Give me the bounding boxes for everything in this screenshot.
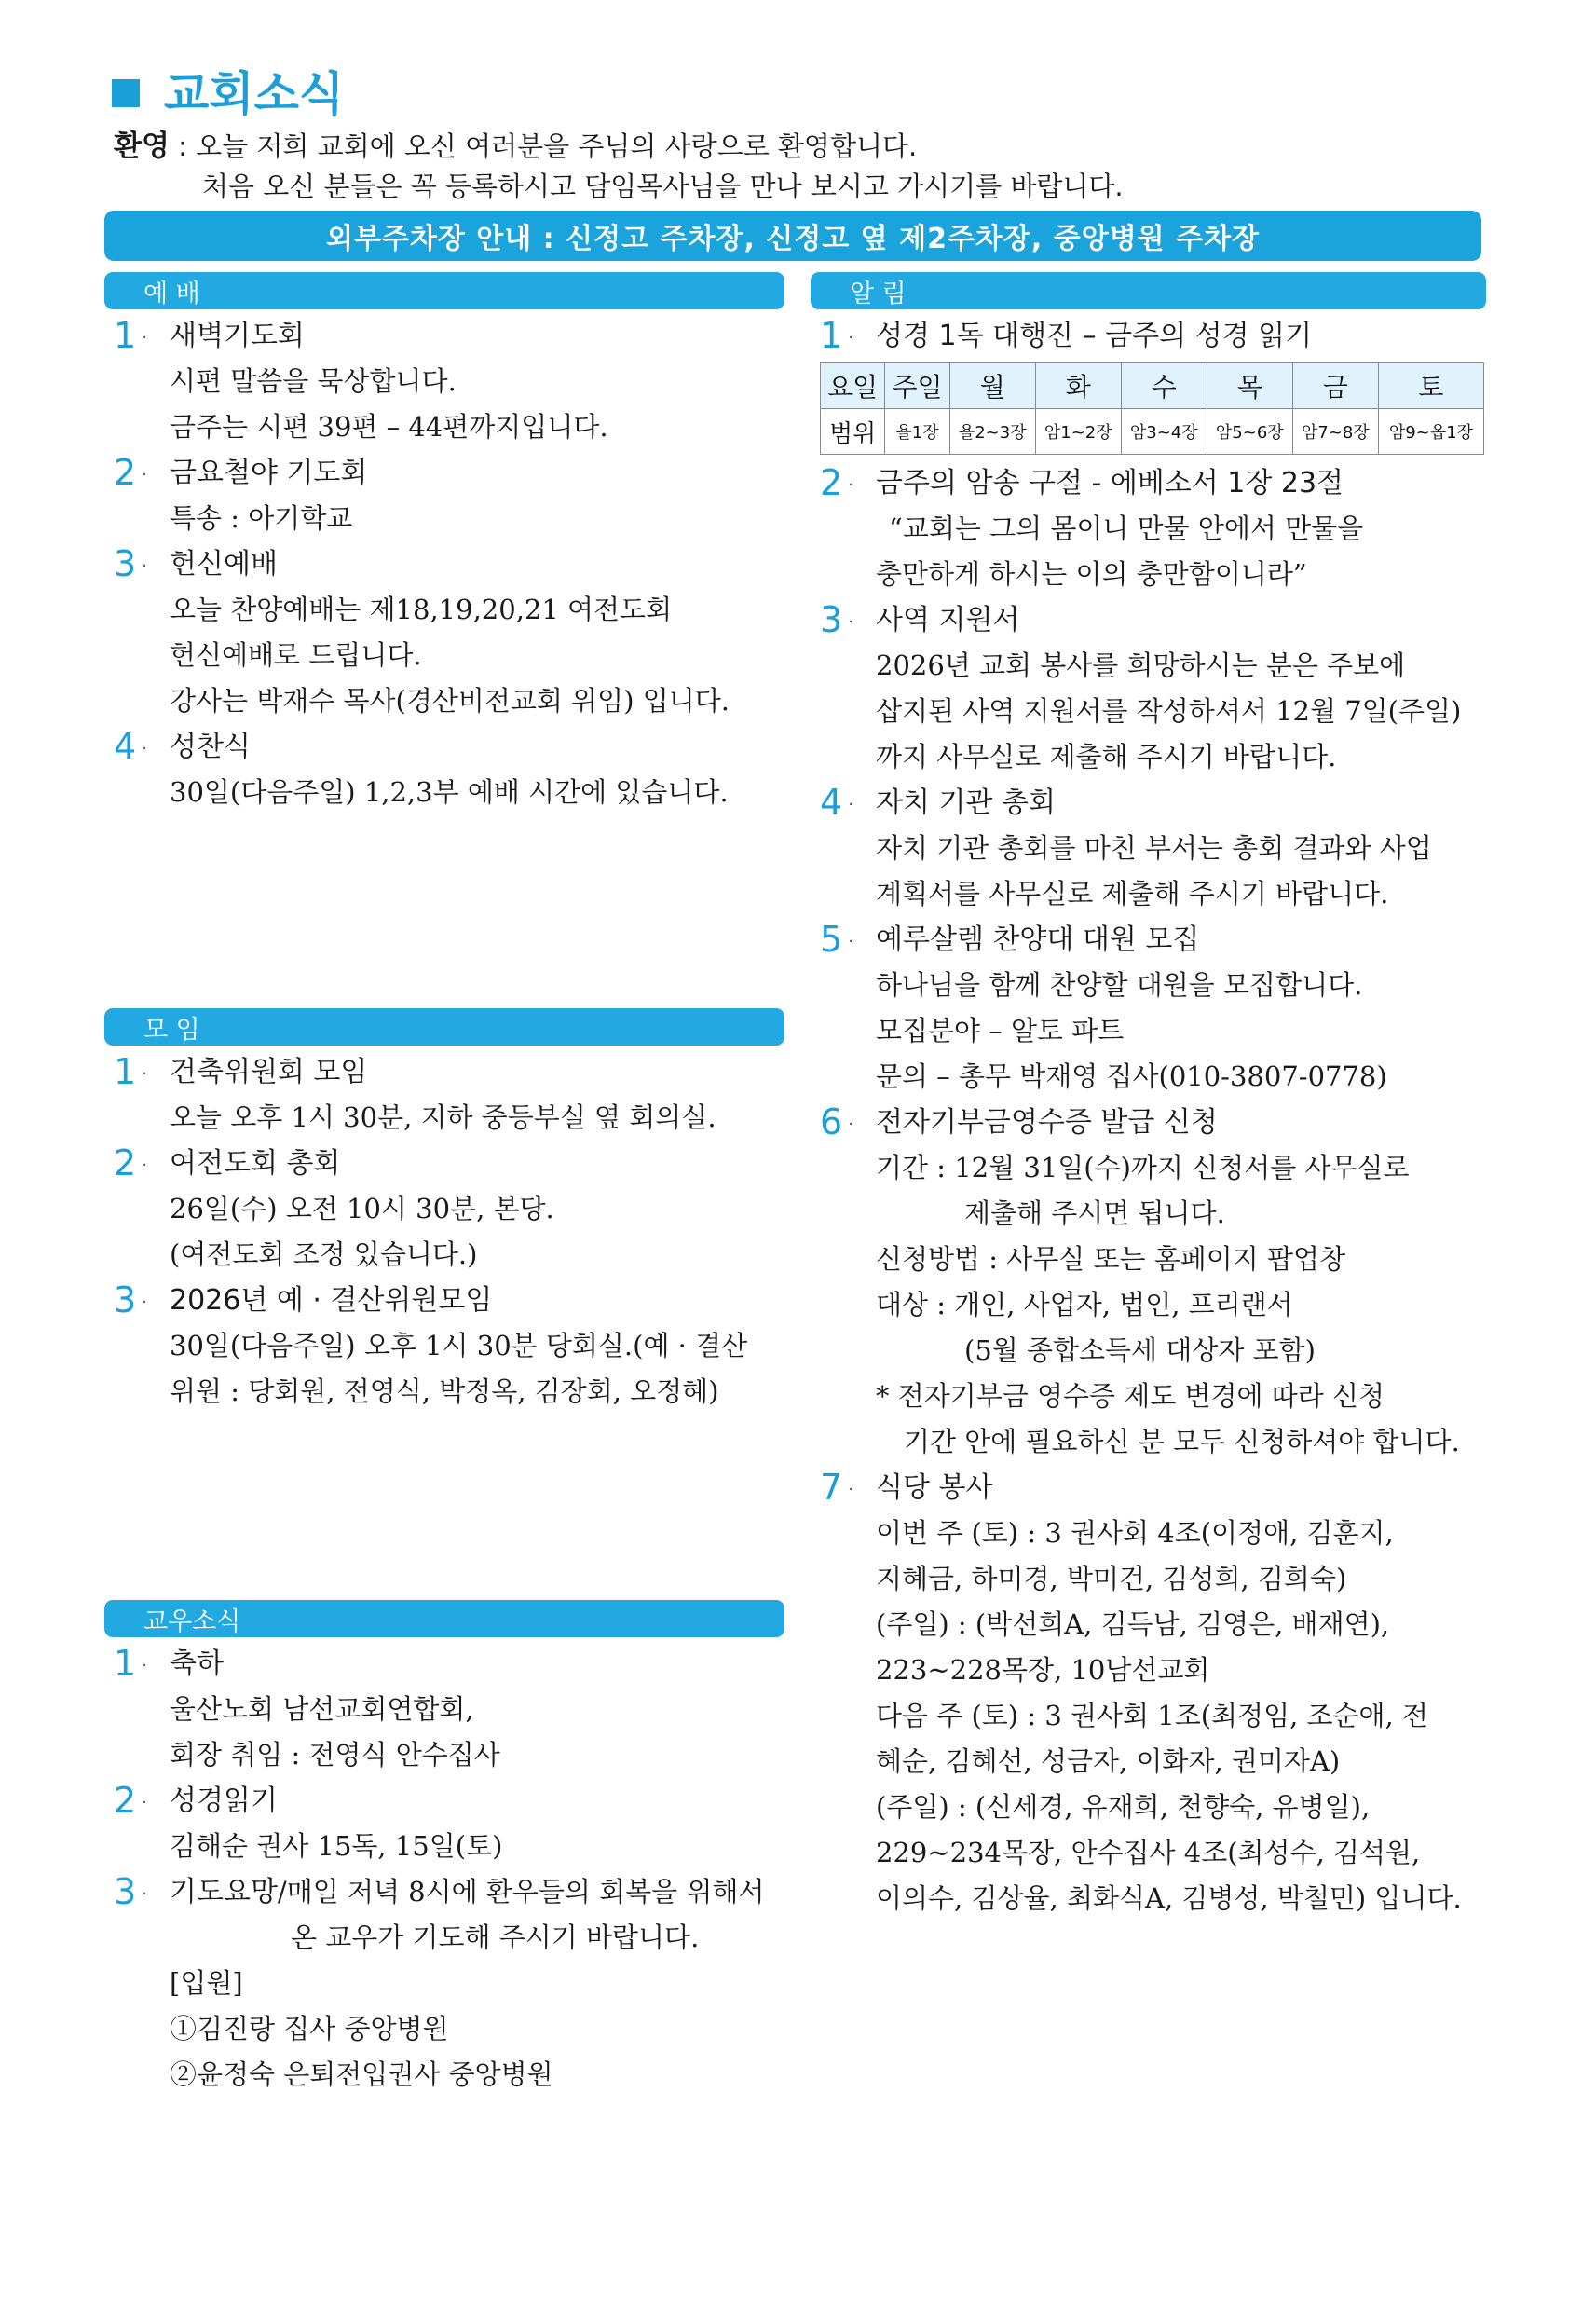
- list-item: [820, 460, 1486, 597]
- table-cell: 암5~6장: [1207, 409, 1292, 455]
- table-cell: 월: [949, 363, 1035, 409]
- meeting-section: [104, 1008, 784, 1415]
- notice-header: 알 림: [811, 272, 1486, 309]
- item-line: 30일(다음주일) 오후 1시 30분 당회실.(예 · 결산: [170, 1330, 748, 1361]
- item-line: (주일) : (박선희A, 김득남, 김영은, 배재연),: [876, 1608, 1390, 1640]
- parking-banner: 외부주차장 안내 : 신정고 주차장, 신정고 옆 제2주차장, 중앙병원 주차장: [104, 211, 1481, 261]
- item-line: 모집분야 – 알토 파트: [876, 1015, 1125, 1046]
- item-line: 헌신예배로 드립니다.: [170, 639, 422, 671]
- item-line: 다음 주 (토) : 3 권사회 1조(최정임, 조순애, 전: [876, 1700, 1429, 1731]
- page-title: [112, 58, 344, 123]
- table-row: [821, 363, 1484, 409]
- item-line: 30일(다음주일) 1,2,3부 예배 시간에 있습니다.: [170, 776, 729, 808]
- table-row: [821, 409, 1484, 455]
- item-number: 6 ·: [820, 1101, 853, 1142]
- list-item: [114, 313, 784, 450]
- item-line: 223~228목장, 10남선교회: [876, 1654, 1210, 1686]
- item-number: 7 ·: [820, 1467, 853, 1508]
- members-header: 교우소식: [104, 1600, 784, 1637]
- item-line: 계획서를 사무실로 제출해 주시기 바랍니다.: [876, 878, 1389, 909]
- item-number: 1 ·: [114, 315, 147, 356]
- table-cell: 욜1장: [885, 409, 949, 455]
- item-line: “교회는 그의 몸이니 만물 안에서 만물을: [889, 513, 1364, 544]
- item-title: 성경읽기: [170, 1785, 278, 1817]
- welcome-line2: 처음 오신 분들은 꼭 등록하시고 담임목사님을 만나 보시고 가시기를 바랍니다.: [202, 171, 1124, 202]
- item-number: 1 ·: [820, 315, 853, 356]
- item-number: 4 ·: [820, 782, 853, 823]
- table-cell: 암7~8장: [1292, 409, 1378, 455]
- table-cell: 암9~옵1장: [1378, 409, 1483, 455]
- welcome-message: [114, 127, 1124, 207]
- list-item: [820, 780, 1486, 917]
- list-item: [114, 1141, 784, 1278]
- item-title: 기도요망/매일 저녁 8시에 환우들의 회복을 위해서: [170, 1876, 765, 1908]
- table-cell: 토: [1378, 363, 1483, 409]
- list-item: [114, 1278, 784, 1415]
- item-line: ①김진랑 집사 중앙병원: [170, 2013, 449, 2044]
- item-line: 혜순, 김혜선, 성금자, 이화자, 권미자A): [876, 1745, 1341, 1777]
- bible-reading-table: [820, 362, 1484, 455]
- welcome-label: 환영: [114, 130, 170, 163]
- item-line: 26일(수) 오전 10시 30분, 본당.: [170, 1193, 554, 1224]
- item-number: 2 ·: [114, 1780, 147, 1821]
- item-line: 온 교우가 기도해 주시기 바랍니다.: [291, 1921, 700, 1953]
- item-line: 기간 안에 필요하신 분 모두 신청하셔야 합니다.: [904, 1426, 1460, 1457]
- table-cell: 주일: [885, 363, 949, 409]
- item-line: 지혜금, 하미경, 박미건, 김성희, 김희숙): [876, 1563, 1347, 1594]
- item-line: (5월 종합소득세 대상자 포함): [964, 1334, 1316, 1366]
- item-title: 성경 1독 대행진 – 금주의 성경 읽기: [876, 320, 1313, 352]
- item-line: 회장 취임 : 전영식 안수집사: [170, 1739, 500, 1771]
- welcome-line1: : 오늘 저희 교회에 오신 여러분을 주님의 사랑으로 환영합니다.: [169, 130, 918, 162]
- table-cell: 목: [1207, 363, 1292, 409]
- item-title: 예루살렘 찬양대 대원 모집: [876, 923, 1200, 956]
- item-title: 전자기부금영수증 발급 신청: [876, 1106, 1218, 1139]
- item-line: 2026년 교회 봉사를 희망하시는 분은 주보에: [876, 650, 1406, 681]
- item-line: 문의 – 총무 박재영 집사(010-3807-0778): [876, 1060, 1387, 1092]
- list-item: [820, 597, 1486, 780]
- item-line: [입원]: [170, 1967, 243, 1999]
- item-line: 오늘 찬양예배는 제18,19,20,21 여전도회: [170, 594, 673, 625]
- list-item: [820, 1100, 1486, 1465]
- worship-section: [104, 272, 784, 815]
- item-title: 건축위원회 모임: [170, 1056, 368, 1088]
- table-cell: 요일: [821, 363, 885, 409]
- worship-list: [104, 309, 784, 815]
- list-item: [114, 1869, 784, 2098]
- item-number: 2 ·: [114, 452, 147, 493]
- item-title: 금요철야 기도회: [170, 457, 368, 489]
- item-number: 4 ·: [114, 726, 147, 767]
- item-line: 금주는 시편 39편 – 44편까지입니다.: [170, 411, 608, 443]
- notice-list: [811, 309, 1486, 1921]
- item-line: 특송 : 아기학교: [170, 502, 353, 534]
- item-number: 2 ·: [114, 1142, 147, 1183]
- item-title: 자치 기관 총회: [876, 786, 1056, 819]
- item-line: ②윤정숙 은퇴전입권사 중앙병원: [170, 2058, 553, 2090]
- item-number: 1 ·: [114, 1051, 147, 1092]
- list-item: [820, 313, 1486, 359]
- item-line: 위원 : 당회원, 전영식, 박정옥, 김장회, 오정혜): [170, 1375, 719, 1407]
- title-text: 교회소식: [164, 67, 345, 121]
- list-item: [820, 1465, 1486, 1921]
- item-number: 2 ·: [820, 462, 853, 503]
- list-item: [114, 1641, 784, 1778]
- item-number: 3 ·: [114, 543, 147, 584]
- list-item: [114, 724, 784, 815]
- item-number: 3 ·: [114, 1279, 147, 1320]
- item-line: 자치 기관 총회를 마친 부서는 총회 결과와 사업: [876, 832, 1432, 864]
- table-cell: 범위: [821, 409, 885, 455]
- item-title: 성찬식: [170, 731, 251, 763]
- item-line: 신청방법 : 사무실 또는 홈페이지 팝업창: [876, 1243, 1346, 1275]
- worship-header: 예 배: [104, 272, 784, 309]
- list-item: [820, 917, 1486, 1100]
- item-line: 기간 : 12월 31일(수)까지 신청서를 사무실로: [876, 1152, 1410, 1183]
- title-square-icon: [112, 79, 140, 107]
- item-line: (주일) : (신세경, 유재희, 천향숙, 유병일),: [876, 1791, 1371, 1823]
- item-title: 새벽기도회: [170, 320, 305, 352]
- item-number: 3 ·: [820, 599, 853, 640]
- list-item: [114, 1778, 784, 1869]
- item-line: 제출해 주시면 됩니다.: [964, 1197, 1225, 1229]
- item-title: 식당 봉사: [876, 1471, 993, 1504]
- table-cell: 화: [1035, 363, 1121, 409]
- table-cell: 암1~2장: [1035, 409, 1121, 455]
- item-line: 까지 사무실로 제출해 주시기 바랍니다.: [876, 741, 1337, 773]
- item-title: 헌신예배: [170, 548, 278, 581]
- table-cell: 수: [1121, 363, 1207, 409]
- item-line: 229~234목장, 안수집사 4조(최성수, 김석원,: [876, 1837, 1421, 1868]
- table-cell: 암3~4장: [1121, 409, 1207, 455]
- notice-section: [811, 272, 1486, 1921]
- item-line: 충만하게 하시는 이의 충만함이니라”: [876, 558, 1307, 590]
- item-number: 5 ·: [820, 919, 853, 960]
- members-section: [104, 1600, 784, 2098]
- item-number: 3 ·: [114, 1871, 147, 1912]
- item-line: 대상 : 개인, 사업자, 법인, 프리랜서: [876, 1289, 1293, 1320]
- list-item: [114, 541, 784, 724]
- item-title: 여전도회 총회: [170, 1147, 341, 1180]
- item-line: 시편 말씀을 묵상합니다.: [170, 365, 457, 397]
- item-title: 사역 지원서: [876, 604, 1020, 636]
- item-title: 축하: [170, 1648, 224, 1680]
- item-title: 2026년 예 · 결산위원모임: [170, 1284, 493, 1317]
- table-cell: 금: [1292, 363, 1378, 409]
- item-line: 하나님을 함께 찬양할 대원을 모집합니다.: [876, 969, 1363, 1001]
- item-title: 금주의 암송 구절 - 에베소서 1장 23절: [876, 467, 1344, 499]
- item-line: 강사는 박재수 목사(경산비전교회 위임) 입니다.: [170, 685, 730, 717]
- item-number: 1 ·: [114, 1643, 147, 1684]
- item-line: 울산노회 남선교회연합회,: [170, 1693, 474, 1725]
- item-line: 이번 주 (토) : 3 권사회 4조(이정애, 김훈지,: [876, 1517, 1394, 1549]
- table-cell: 욜2~3장: [949, 409, 1035, 455]
- members-list: [104, 1637, 784, 2098]
- list-item: [114, 1049, 784, 1141]
- meeting-list: [104, 1046, 784, 1415]
- item-line: (여전도회 조정 있습니다.): [170, 1238, 478, 1270]
- list-item: [114, 450, 784, 541]
- item-line: 김해순 권사 15독, 15일(토): [170, 1830, 503, 1862]
- item-line: * 전자기부금 영수증 제도 변경에 따라 신청: [876, 1380, 1385, 1412]
- item-line: 이의수, 김상율, 최화식A, 김병성, 박철민) 입니다.: [876, 1882, 1462, 1914]
- item-line: 삽지된 사역 지원서를 작성하셔서 12월 7일(주일): [876, 695, 1462, 727]
- meeting-header: 모 임: [104, 1008, 784, 1046]
- item-line: 오늘 오후 1시 30분, 지하 중등부실 옆 회의실.: [170, 1101, 716, 1133]
